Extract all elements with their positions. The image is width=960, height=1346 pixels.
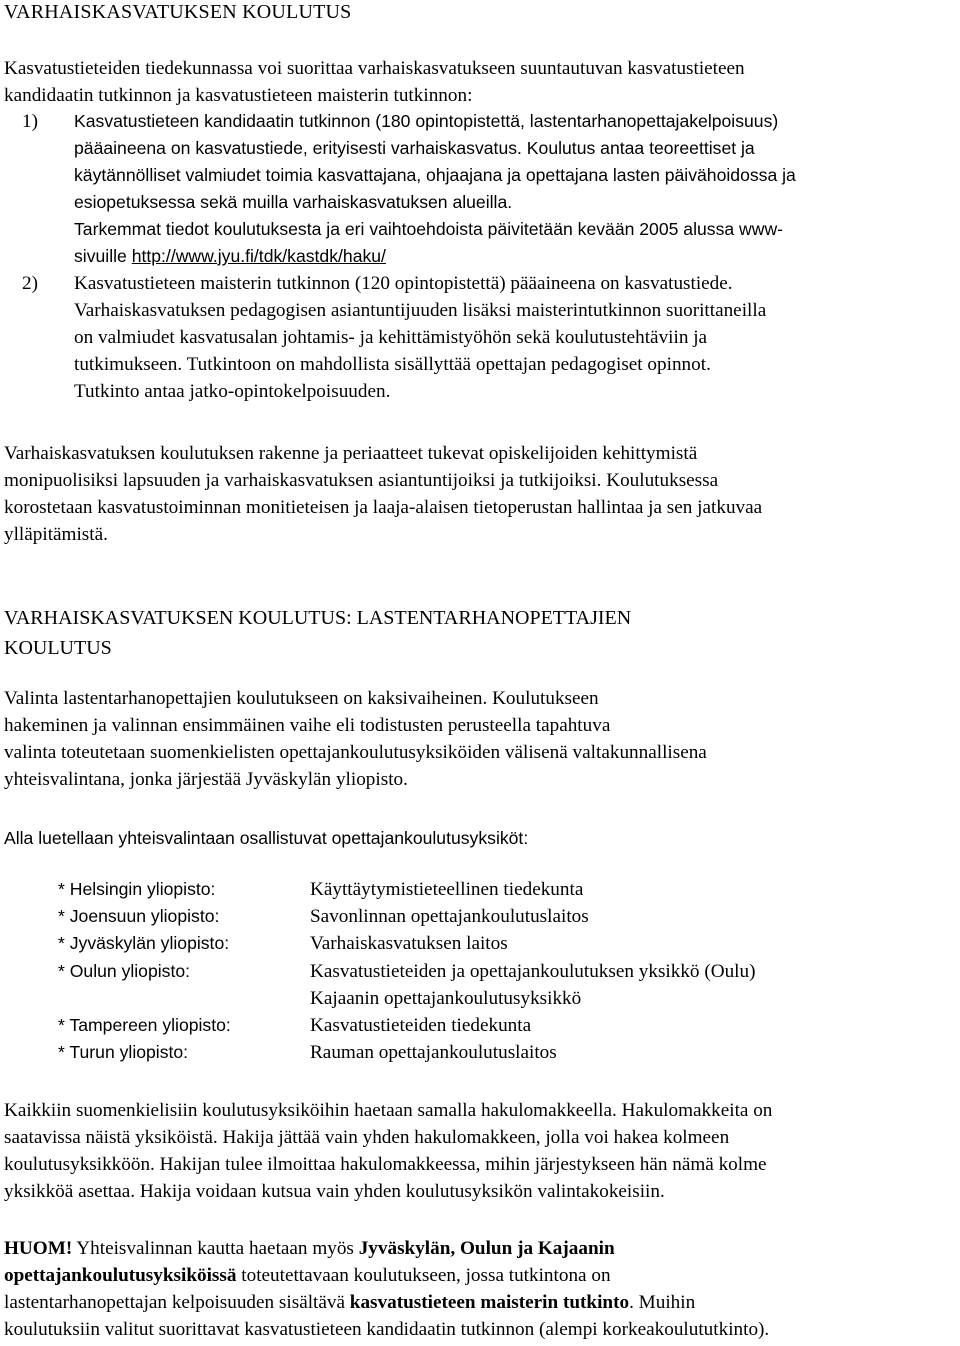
application-paragraph — [4, 1097, 960, 1205]
page-title: VARHAISKASVATUKSEN KOULUTUS — [4, 1, 352, 23]
text-line: Kasvatustieteiden tiedekunnassa voi suorittaa varhaiskasvatukseen suuntautuvan kasvatustieteen — [4, 58, 745, 79]
link-prefix: sivuille — [74, 246, 127, 266]
list-item-bachelor — [4, 108, 956, 270]
note-text: lastentarhanopettajan kelpoisuuden sisältävä — [4, 1292, 350, 1313]
note-emphasis: Jyväskylän, Oulun ja Kajaanin — [358, 1238, 615, 1259]
unit-cell: Rauman opettajankoulutuslaitos — [310, 1042, 557, 1064]
text-line: koulutuksiin valitut suorittavat kasvatustieteen kandidaatin tutkinnon (alempi korkeakoulututkinto). — [4, 1319, 770, 1340]
unit-cell: Kasvatustieteiden ja opettajankoulutuksen yksikkö (Oulu) — [310, 960, 756, 982]
text-line: Tarkemmat tiedot koulutuksesta ja eri vaihtoehdoista päivitetään kevään 2005 alussa www- — [74, 219, 784, 239]
text-line: tutkimukseen. Tutkintoon on mahdollista sisällyttää opettajan pedagogiset opinnot. — [74, 354, 711, 375]
intro-paragraph — [4, 55, 956, 109]
text-line: Kasvatustieteen maisterin tutkinnon (120 opintopistettä) pääaineena on kasvatustiede. — [74, 273, 733, 294]
text-line — [4, 1235, 960, 1262]
text-line: valinta toteutetaan suomenkielisten opettajankoulutusyksiköiden välisenä valtakunnallisena — [4, 742, 707, 763]
units-table — [58, 876, 938, 1066]
unit-cell: Savonlinnan opettajankoulutuslaitos — [310, 906, 589, 928]
list-item-master — [4, 270, 956, 405]
unit-cell: Kasvatustieteiden tiedekunta — [310, 1014, 532, 1036]
text-line: Varhaiskasvatuksen koulutuksen rakenne ja periaatteet tukevat opiskelijoiden kehittymistä — [4, 443, 698, 464]
university-cell: * Jyväskylän yliopisto: — [58, 933, 230, 954]
text-line: Kasvatustieteen kandidaatin tutkinnon (180 opintopistettä, lastentarhanopettajakelpoisuus) — [74, 111, 779, 131]
unit-cell: Käyttäytymistieteellinen tiedekunta — [310, 879, 584, 900]
heading-line: VARHAISKASVATUKSEN KOULUTUS: LASTENTARHANOPETTAJIEN — [4, 607, 632, 629]
university-cell: * Oulun yliopisto: — [58, 960, 191, 981]
table-row — [58, 958, 938, 985]
unit-cell: Varhaiskasvatuksen laitos — [310, 933, 508, 955]
list-number: 2) — [22, 273, 38, 294]
note-text: . Muihin — [629, 1292, 696, 1313]
university-cell: * Joensuun yliopisto: — [58, 906, 220, 927]
text-line — [4, 1289, 960, 1316]
text-line: Varhaiskasvatuksen pedagogisen asiantuntijuuden lisäksi maisterintutkinnon suorittaneilla — [74, 300, 767, 321]
degree-list — [4, 108, 956, 405]
unit-cell: Kajaanin opettajankoulutusyksikkö — [310, 987, 582, 1009]
table-row — [58, 1039, 938, 1066]
text-line: kandidaatin tutkinnon ja kasvatustieteen maisterin tutkinnon: — [4, 85, 473, 106]
text-line: pääaineena on kasvatustiede, erityisesti varhaiskasvatus. Koulutus antaa teoreettiset ja — [74, 138, 755, 158]
heading-line: KOULUTUS — [4, 637, 112, 659]
table-row — [58, 1012, 938, 1039]
text-line: yksikköä asettaa. Hakija voidaan kutsua vain yhden koulutusyksikön valintakokeisiin. — [4, 1181, 665, 1202]
text-line: monipuolisiksi lapsuuden ja varhaiskasvatuksen asiantuntijoiksi ja tutkijoiksi. Koulutuksessa — [4, 470, 719, 491]
text-line: esiopetuksessa sekä muilla varhaiskasvatuksen alueilla. — [74, 192, 513, 212]
text-line: on valmiudet kasvatusalan johtamis- ja kehittämistyöhön sekä koulutustehtäviin ja — [74, 327, 708, 348]
section-heading — [4, 603, 904, 663]
note-emphasis: kasvatustieteen maisterin tutkinto — [349, 1292, 630, 1313]
university-cell: * Helsingin yliopisto: — [58, 879, 216, 899]
university-cell: * Turun yliopisto: — [58, 1042, 189, 1063]
text-line: Valinta lastentarhanopettajien koulutukseen on kaksivaiheinen. Koulutukseen — [4, 688, 599, 709]
note-text: Yhteisvalinnan kautta haetaan myös — [72, 1238, 359, 1259]
selection-paragraph — [4, 685, 904, 793]
table-row — [58, 985, 938, 1012]
note-paragraph — [4, 1235, 960, 1343]
table-row — [58, 876, 938, 903]
table-row — [58, 930, 938, 957]
structure-paragraph — [4, 440, 956, 548]
note-text: toteutettavaan koulutukseen, jossa tutkintona on — [236, 1265, 611, 1286]
text-line: koulutusyksikköön. Hakijan tulee ilmoittaa hakulomakkeessa, mihin järjestykseen hän nämä kolme — [4, 1154, 767, 1175]
table-row — [58, 903, 938, 930]
text-line: käytännölliset valmiudet toimia kasvattajana, ohjaajana ja opettajana lasten päivähoidossa ja — [74, 165, 796, 185]
text-line: Kaikkiin suomenkielisiin koulutusyksiköihin haetaan samalla hakulomakkeella. Hakulomakkeita on — [4, 1100, 773, 1121]
note-label: HUOM! — [4, 1238, 73, 1259]
info-link[interactable]: http://www.jyu.fi/tdk/kastdk/haku/ — [131, 246, 386, 266]
university-cell: * Tampereen yliopisto: — [58, 1014, 231, 1035]
text-line: ylläpitämistä. — [4, 524, 108, 545]
units-intro: Alla luetellaan yhteisvalintaan osallistuvat opettajankoulutusyksiköt: — [4, 828, 529, 848]
list-number: 1) — [22, 111, 38, 132]
text-line — [74, 243, 956, 270]
text-line: hakeminen ja valinnan ensimmäinen vaihe eli todistusten perusteella tapahtuva — [4, 715, 611, 736]
text-line — [4, 1262, 960, 1289]
text-line: korostetaan kasvatustoiminnan monitieteisen ja laaja-alaisen tietoperustan hallintaa ja sen jatkuvaa — [4, 497, 763, 518]
text-line: saatavissa näistä yksiköistä. Hakija jättää vain yhden hakulomakkeen, jolla voi hakea kolmeen — [4, 1127, 730, 1148]
note-emphasis: opettajankoulutusyksiköissä — [4, 1265, 237, 1286]
text-line: yhteisvalintana, jonka järjestää Jyväskylän yliopisto. — [4, 769, 408, 790]
text-line: Tutkinto antaa jatko-opintokelpoisuuden. — [74, 381, 391, 402]
